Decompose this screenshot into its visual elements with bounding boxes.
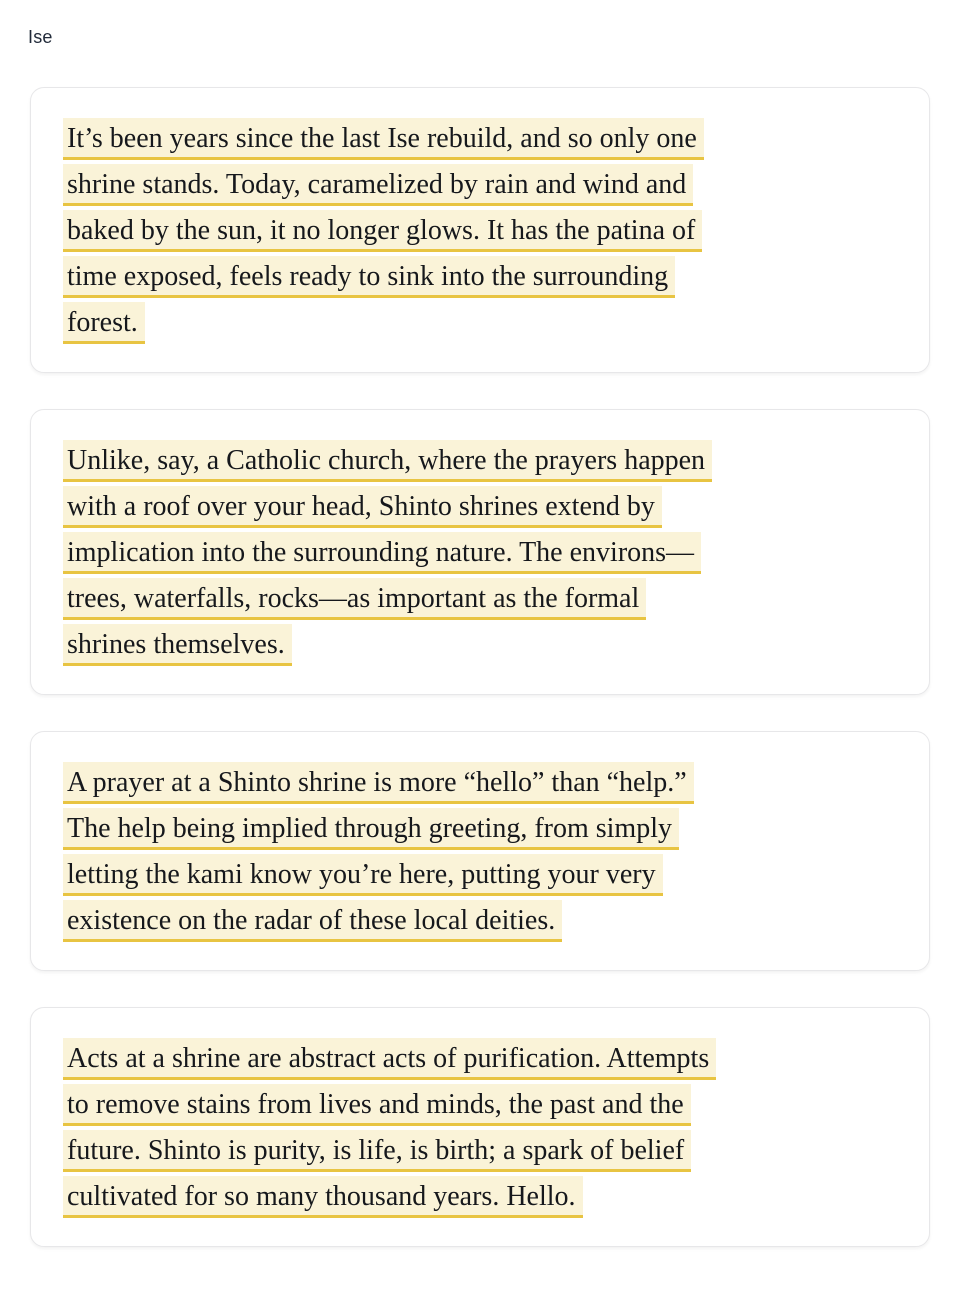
highlight-text: letting the kami know you’re here, putting your very xyxy=(63,854,663,896)
page-header xyxy=(0,0,960,48)
highlight-line xyxy=(63,806,897,852)
highlight-text: It’s been years since the last Ise rebuild, and so only one xyxy=(63,118,704,160)
highlight-card[interactable] xyxy=(30,731,930,971)
highlight-text: future. Shinto is purity, is life, is birth; a spark of belief xyxy=(63,1130,691,1172)
highlight-line xyxy=(63,1036,897,1082)
highlight-text: existence on the radar of these local deities. xyxy=(63,900,562,942)
highlight-text: baked by the sun, it no longer glows. It has the patina of xyxy=(63,210,702,252)
highlight-text: forest. xyxy=(63,302,145,344)
highlight-text: to remove stains from lives and minds, the past and the xyxy=(63,1084,691,1126)
highlight-card[interactable] xyxy=(30,409,930,695)
highlight-text: Acts at a shrine are abstract acts of purification. Attempts xyxy=(63,1038,716,1080)
highlight-text: with a roof over your head, Shinto shrines extend by xyxy=(63,486,662,528)
highlight-line xyxy=(63,576,897,622)
highlight-card[interactable] xyxy=(30,1007,930,1247)
highlight-text: trees, waterfalls, rocks—as important as the formal xyxy=(63,578,646,620)
highlight-text: cultivated for so many thousand years. Hello. xyxy=(63,1176,583,1218)
highlight-text: The help being implied through greeting, from simply xyxy=(63,808,679,850)
highlight-text: A prayer at a Shinto shrine is more “hello” than “help.” xyxy=(63,762,694,804)
highlight-line xyxy=(63,484,897,530)
highlight-line xyxy=(63,162,897,208)
highlight-line xyxy=(63,1128,897,1174)
highlight-line xyxy=(63,438,897,484)
highlight-text: shrine stands. Today, caramelized by rain and wind and xyxy=(63,164,693,206)
highlight-text: Unlike, say, a Catholic church, where the prayers happen xyxy=(63,440,712,482)
highlight-line xyxy=(63,852,897,898)
highlight-line xyxy=(63,208,897,254)
page-title: Ise xyxy=(28,27,53,47)
highlight-line xyxy=(63,116,897,162)
highlight-line xyxy=(63,1082,897,1128)
highlight-line xyxy=(63,300,897,346)
highlight-text: time exposed, feels ready to sink into the surrounding xyxy=(63,256,675,298)
highlight-line xyxy=(63,760,897,806)
highlight-text: shrines themselves. xyxy=(63,624,292,666)
highlight-line xyxy=(63,898,897,944)
highlight-line xyxy=(63,1174,897,1220)
highlight-line xyxy=(63,254,897,300)
highlight-line xyxy=(63,530,897,576)
highlights-list xyxy=(0,48,960,1247)
highlight-line xyxy=(63,622,897,668)
highlight-card[interactable] xyxy=(30,87,930,373)
highlight-text: implication into the surrounding nature. The environs— xyxy=(63,532,701,574)
